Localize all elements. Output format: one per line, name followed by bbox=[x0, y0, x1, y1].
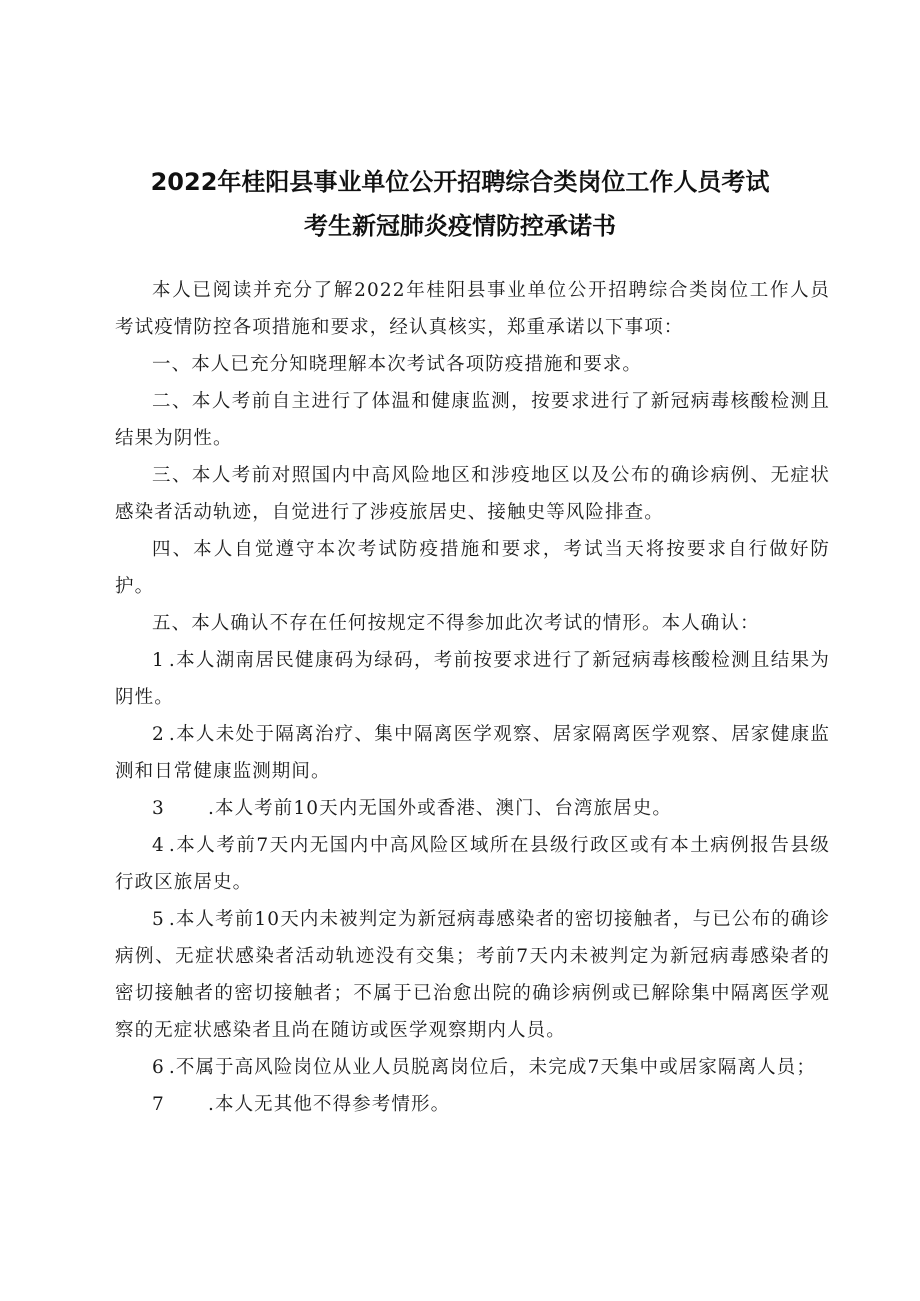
document-title-line1: 2022年桂阳县事业单位公开招聘综合类岗位工作人员考试 bbox=[150, 168, 770, 196]
item-number: 3 bbox=[152, 798, 165, 819]
item-number: 6 bbox=[152, 1057, 165, 1078]
item-text: .本人考前10天内无国外或香港、澳门、台湾旅居史。 bbox=[208, 798, 672, 819]
list-item bbox=[115, 827, 830, 901]
list-item bbox=[115, 1049, 830, 1086]
item-text: .本人考前7天内无国内中高风险区域所在县级行政区或有本土病例报告县级行政区旅居史。 bbox=[115, 835, 830, 893]
clause-5: 五、本人确认不存在任何按规定不得参加此次考试的情形。本人确认： bbox=[152, 613, 760, 634]
item-number: 4 bbox=[152, 835, 165, 856]
item-text: .本人无其他不得参考情形。 bbox=[208, 1094, 451, 1115]
item-number: 2 bbox=[152, 724, 165, 745]
clause-2: 二、本人考前自主进行了体温和健康监测，按要求进行了新冠病毒核酸检测且结果为阴性。 bbox=[115, 391, 830, 449]
item-text: .本人湖南居民健康码为绿码，考前按要求进行了新冠病毒核酸检测且结果为阴性。 bbox=[115, 650, 830, 708]
item-number: 5 bbox=[152, 909, 165, 930]
document-body bbox=[115, 272, 830, 1123]
item-text: .不属于高风险岗位从业人员脱离岗位后，未完成7天集中或居家隔离人员； bbox=[168, 1057, 816, 1078]
item-text: .本人考前10天内未被判定为新冠病毒感染者的密切接触者，与已公布的确诊病例、无症状感染者活动轨迹没有交集；考前7天内未被判定为新冠病毒感染者的密切接触者的密切接触者；不属于已治愈出院的确诊病例或已解除集中隔离医学观察的无症状感染者且尚在随访或医学观察期内人员。 bbox=[115, 909, 830, 1041]
item-text: .本人未处于隔离治疗、集中隔离医学观察、居家隔离医学观察、居家健康监测和日常健康监测期间。 bbox=[115, 724, 830, 782]
item-number: 1 bbox=[152, 650, 165, 671]
clause-4: 四、本人自觉遵守本次考试防疫措施和要求，考试当天将按要求自行做好防护。 bbox=[115, 539, 830, 597]
clause-1: 一、本人已充分知晓理解本次考试各项防疫措施和要求。 bbox=[152, 354, 643, 375]
item-number: 7 bbox=[152, 1094, 165, 1115]
document-title-line2: 考生新冠肺炎疫情防控承诺书 bbox=[304, 212, 616, 240]
list-item bbox=[115, 1086, 830, 1123]
list-item bbox=[115, 790, 830, 827]
intro-paragraph: 本人已阅读并充分了解2022年桂阳县事业单位公开招聘综合类岗位工作人员考试疫情防控各项措施和要求，经认真核实，郑重承诺以下事项： bbox=[115, 280, 830, 338]
list-item bbox=[115, 901, 830, 1049]
clause-3: 三、本人考前对照国内中高风险地区和涉疫地区以及公布的确诊病例、无症状感染者活动轨迹，自觉进行了涉疫旅居史、接触史等风险排查。 bbox=[115, 465, 830, 523]
list-item bbox=[115, 642, 830, 716]
list-item bbox=[115, 716, 830, 790]
